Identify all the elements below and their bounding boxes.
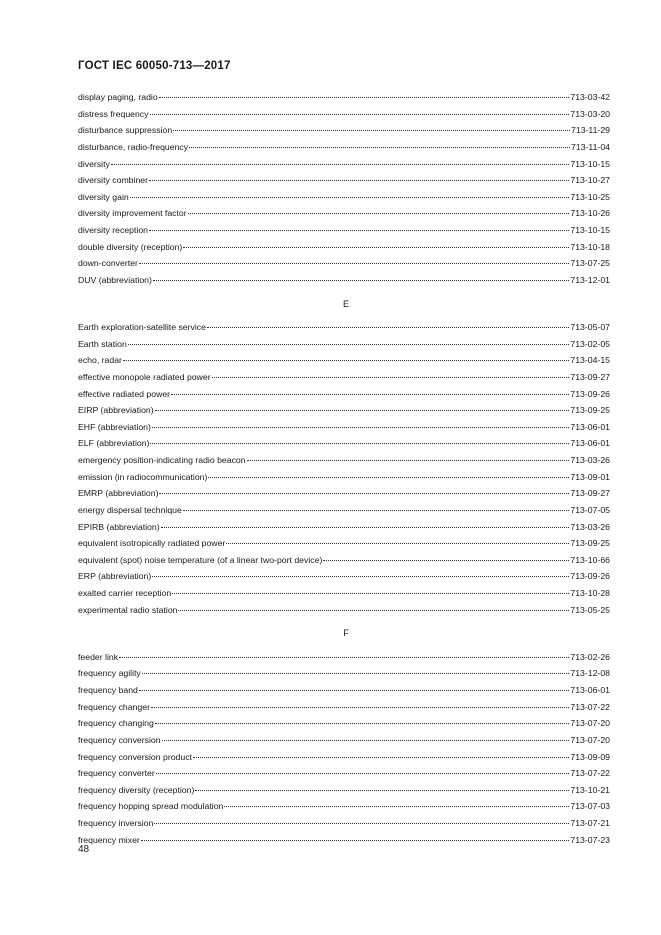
index-entry [78, 568, 610, 585]
entry-term: frequency changing [78, 718, 154, 729]
index-entry [78, 205, 610, 222]
entry-term: ELF (abbreviation) [78, 438, 150, 449]
dot-leader [151, 707, 569, 708]
index-entry [78, 585, 610, 602]
entry-term: equivalent (spot) noise temperature (of a linear two-port device) [78, 554, 323, 565]
index-entry [78, 319, 610, 336]
entry-term: effective monopole radiated power [78, 371, 211, 382]
entry-code: 713-10-27 [570, 175, 610, 186]
dot-leader [159, 97, 570, 98]
dot-leader [226, 543, 569, 544]
dot-leader [188, 213, 570, 214]
entry-term: EPIRB (abbreviation) [78, 521, 160, 532]
entry-code: 713-02-05 [570, 338, 610, 349]
entry-term: ERP (abbreviation) [78, 571, 152, 582]
entry-code: 713-03-42 [570, 92, 610, 102]
entry-code: 713-03-26 [570, 455, 610, 465]
dot-leader [154, 823, 569, 824]
entry-term: distress frequency [78, 108, 149, 119]
dot-leader [155, 410, 570, 411]
dot-leader [189, 147, 570, 148]
dot-leader [150, 443, 569, 444]
entry-code: 713-07-23 [570, 834, 610, 845]
index-entry [78, 369, 610, 386]
index-entry [78, 222, 610, 239]
dot-leader [247, 460, 570, 461]
page-number: 48 [78, 844, 90, 855]
index-entry [78, 469, 610, 486]
index-entry [78, 749, 610, 766]
entry-code: 713-04-15 [570, 355, 610, 366]
entry-term: disturbance suppression [78, 125, 173, 136]
entry-code: 713-09-26 [570, 571, 610, 582]
index-entry [78, 156, 610, 173]
entry-code: 713-07-25 [570, 258, 610, 269]
entry-code: 713-11-04 [571, 141, 610, 152]
index-entry [78, 665, 610, 682]
entry-term: diversity combiner [78, 175, 149, 186]
index-entry [78, 352, 610, 369]
index-entry [78, 386, 610, 403]
dot-leader [207, 327, 569, 328]
index-entry [78, 239, 610, 256]
dot-leader [173, 130, 570, 131]
dot-leader [224, 806, 569, 807]
dot-leader [156, 773, 570, 774]
index-entry [78, 89, 610, 106]
entry-term: effective radiated power [78, 388, 171, 399]
dot-leader [172, 593, 569, 594]
dot-leader [183, 510, 570, 511]
dot-leader [141, 840, 570, 841]
index-entry [78, 106, 610, 123]
dot-leader [149, 230, 569, 231]
dot-leader [130, 197, 570, 198]
index-entry [78, 782, 610, 799]
entry-code: 713-09-25 [570, 405, 610, 416]
entry-code: 713-11-29 [571, 125, 610, 136]
entry-term: feeder link [78, 651, 119, 662]
entry-code: 713-06-01 [570, 438, 610, 449]
entry-code: 713-07-20 [570, 734, 610, 745]
entry-term: diversity improvement factor [78, 208, 187, 219]
entry-term: experimental radio station [78, 604, 178, 615]
dot-leader [123, 360, 569, 361]
dot-leader [178, 610, 569, 611]
entry-term: echo, radar [78, 355, 122, 366]
entry-code: 713-12-08 [570, 668, 610, 679]
index-entry [78, 519, 610, 536]
dot-leader [153, 280, 570, 281]
entry-code: 713-06-01 [570, 685, 610, 695]
index-entry [78, 798, 610, 815]
entry-term: energy dispersal technique [78, 504, 182, 515]
index-entry [78, 535, 610, 552]
entry-code: 713-07-22 [570, 768, 610, 779]
entry-code: 713-10-28 [570, 588, 610, 598]
index-entry [78, 502, 610, 519]
entry-code: 713-06-01 [570, 421, 610, 432]
dot-leader [152, 576, 569, 577]
section-letter-f: F [343, 628, 349, 639]
entry-code: 713-05-25 [570, 604, 610, 615]
dot-leader [323, 560, 569, 561]
index-entry [78, 815, 610, 832]
entry-code: 713-09-09 [570, 751, 610, 762]
entry-code: 713-10-66 [570, 554, 610, 565]
entry-term: frequency converter [78, 768, 155, 779]
index-entry [78, 715, 610, 732]
entry-term: diversity gain [78, 191, 129, 202]
entry-code: 713-10-15 [570, 225, 610, 235]
entry-term: emission (in radiocommunication) [78, 471, 208, 482]
entry-term: EHF (abbreviation) [78, 421, 151, 432]
entry-code: 713-03-20 [570, 108, 610, 119]
entry-term: diversity reception [78, 225, 149, 235]
dot-leader [162, 740, 570, 741]
index-entry [78, 272, 610, 289]
entry-code: 713-07-21 [570, 818, 610, 828]
index-entry [78, 255, 610, 272]
entry-term: frequency diversity (reception) [78, 784, 195, 795]
entry-code: 713-10-21 [570, 784, 610, 795]
entry-term: display paging, radio [78, 92, 158, 102]
index-entry [78, 832, 610, 849]
entry-code: 713-10-18 [570, 241, 610, 252]
entry-term: frequency mixer [78, 834, 140, 845]
entry-code: 713-07-20 [570, 718, 610, 729]
dot-leader [150, 114, 570, 115]
dot-leader [161, 527, 570, 528]
index-entry [78, 649, 610, 666]
index-entry [78, 682, 610, 699]
dot-leader [208, 477, 569, 478]
entry-code: 713-07-05 [570, 504, 610, 515]
entry-code: 713-03-26 [570, 521, 610, 532]
entry-term: equivalent isotropically radiated power [78, 538, 226, 549]
index-entry [78, 699, 610, 716]
index-entry [78, 419, 610, 436]
index-entry [78, 172, 610, 189]
entry-term: frequency band [78, 685, 138, 695]
section-letter-e: E [342, 298, 349, 309]
entry-term: frequency conversion product [78, 751, 192, 762]
index-entry [78, 336, 610, 353]
dot-leader [155, 723, 570, 724]
index-entry [78, 765, 610, 782]
dot-leader [212, 377, 570, 378]
entry-term: EIRP (abbreviation) [78, 405, 154, 416]
page-header: ГОСТ IEC 60050-713—2017 [78, 60, 231, 72]
dot-leader [139, 263, 570, 264]
index-entry [78, 485, 610, 502]
index-entry [78, 122, 610, 139]
dot-leader [149, 180, 569, 181]
entry-code: 713-10-25 [570, 191, 610, 202]
entry-code: 713-07-03 [570, 801, 610, 812]
dot-leader [171, 394, 569, 395]
index-entry [78, 435, 610, 452]
index-entry [78, 452, 610, 469]
entry-term: exalted carrier reception [78, 588, 172, 598]
entry-code: 713-09-27 [570, 371, 610, 382]
entry-term: frequency inversion [78, 818, 154, 828]
entry-code: 713-05-07 [570, 322, 610, 332]
entry-term: frequency hopping spread modulation [78, 801, 224, 812]
entry-code: 713-02-26 [570, 651, 610, 662]
index-entry [78, 402, 610, 419]
entry-term: Earth station [78, 338, 127, 349]
section-e [78, 319, 610, 618]
dot-leader [195, 790, 569, 791]
index-entry [78, 552, 610, 569]
entry-code: 713-09-27 [570, 488, 610, 499]
dot-leader [183, 247, 569, 248]
entry-term: double diversity (reception) [78, 241, 183, 252]
index-entry [78, 189, 610, 206]
dot-leader [128, 344, 570, 345]
entry-code: 713-09-26 [570, 388, 610, 399]
term-index [78, 89, 610, 848]
dot-leader [159, 493, 569, 494]
dot-leader [139, 690, 569, 691]
dot-leader [111, 164, 570, 165]
entry-term: Earth exploration-satellite service [78, 322, 206, 332]
index-entry [78, 732, 610, 749]
entry-term: down-converter [78, 258, 138, 269]
index-entry [78, 139, 610, 156]
dot-leader [142, 673, 570, 674]
section-f [78, 649, 610, 849]
entry-term: diversity [78, 158, 110, 169]
entry-term: frequency changer [78, 701, 150, 712]
dot-leader [119, 657, 569, 658]
entry-term: emergency position-indicating radio beacon [78, 455, 246, 465]
entry-term: frequency agility [78, 668, 141, 679]
entry-term: EMRP (abbreviation) [78, 488, 159, 499]
section-d [78, 89, 610, 289]
entry-code: 713-09-01 [570, 471, 610, 482]
entry-code: 713-07-22 [570, 701, 610, 712]
entry-code: 713-10-26 [570, 208, 610, 219]
dot-leader [152, 427, 569, 428]
entry-code: 713-09-25 [570, 538, 610, 549]
entry-term: frequency conversion [78, 734, 161, 745]
index-entry [78, 602, 610, 619]
entry-term: disturbance, radio-frequency [78, 141, 189, 152]
entry-term: DUV (abbreviation) [78, 274, 152, 285]
dot-leader [193, 757, 569, 758]
entry-code: 713-12-01 [570, 274, 610, 285]
entry-code: 713-10-15 [570, 158, 610, 169]
